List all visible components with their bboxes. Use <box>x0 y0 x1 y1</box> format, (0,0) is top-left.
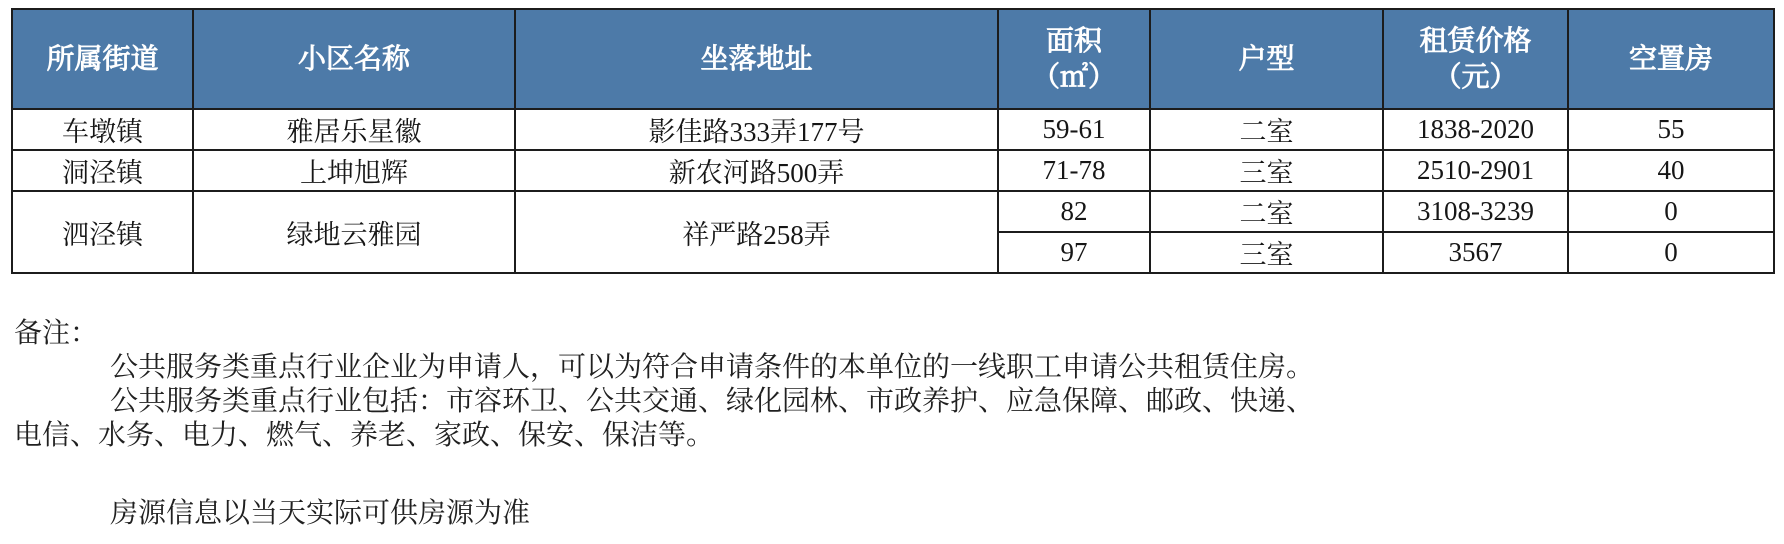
remarks-label: 备注： <box>14 317 99 348</box>
cell-vacancies: 0 <box>1568 232 1774 273</box>
column-header-community: 小区名称 <box>193 9 515 109</box>
remarks-section <box>14 316 1754 530</box>
column-header-address: 坐落地址 <box>515 9 998 109</box>
column-header-layout: 户型 <box>1150 9 1383 109</box>
cell-vacancies: 55 <box>1568 109 1774 150</box>
rental-housing-table <box>11 8 1775 274</box>
cell-address: 新农河路500弄 <box>515 150 998 191</box>
cell-area: 71-78 <box>998 150 1150 191</box>
table-row <box>12 150 1774 191</box>
cell-area: 59-61 <box>998 109 1150 150</box>
cell-vacancies: 0 <box>1568 191 1774 232</box>
cell-community: 雅居乐星徽 <box>193 109 515 150</box>
cell-street: 泗泾镇 <box>12 191 193 273</box>
column-header-area: 面积 （㎡） <box>998 9 1150 109</box>
cell-rent-price: 3108-3239 <box>1383 191 1568 232</box>
table-row <box>12 191 1774 232</box>
cell-rent-price: 2510-2901 <box>1383 150 1568 191</box>
table-row <box>12 109 1774 150</box>
cell-area: 97 <box>998 232 1150 273</box>
cell-community: 上坤旭辉 <box>193 150 515 191</box>
cell-layout: 三室 <box>1150 232 1383 273</box>
column-header-vacancies: 空置房 <box>1568 9 1774 109</box>
cell-community: 绿地云雅园 <box>193 191 515 273</box>
remarks-paragraph-3: 房源信息以当天实际可供房源为准 <box>110 497 531 528</box>
remarks-paragraph-2-line-2: 电信、水务、电力、燃气、养老、家政、保安、保洁等。 <box>14 419 715 450</box>
cell-area: 82 <box>998 191 1150 232</box>
cell-rent-price: 3567 <box>1383 232 1568 273</box>
cell-vacancies: 40 <box>1568 150 1774 191</box>
table-header-row <box>12 9 1774 109</box>
remarks-paragraph-1: 公共服务类重点行业企业为申请人，可以为符合申请条件的本单位的一线职工申请公共租赁住房。 <box>110 351 1315 382</box>
cell-street: 车墩镇 <box>12 109 193 150</box>
cell-layout: 三室 <box>1150 150 1383 191</box>
remarks-paragraph-2-line-1: 公共服务类重点行业包括：市容环卫、公共交通、绿化园林、市政养护、应急保障、邮政、快递、 <box>110 385 1315 416</box>
column-header-street: 所属街道 <box>12 9 193 109</box>
cell-rent-price: 1838-2020 <box>1383 109 1568 150</box>
cell-street: 洞泾镇 <box>12 150 193 191</box>
cell-address: 影佳路333弄177号 <box>515 109 998 150</box>
column-header-rent-price: 租赁价格 （元） <box>1383 9 1568 109</box>
cell-address: 祥严路258弄 <box>515 191 998 273</box>
cell-layout: 二室 <box>1150 191 1383 232</box>
cell-layout: 二室 <box>1150 109 1383 150</box>
